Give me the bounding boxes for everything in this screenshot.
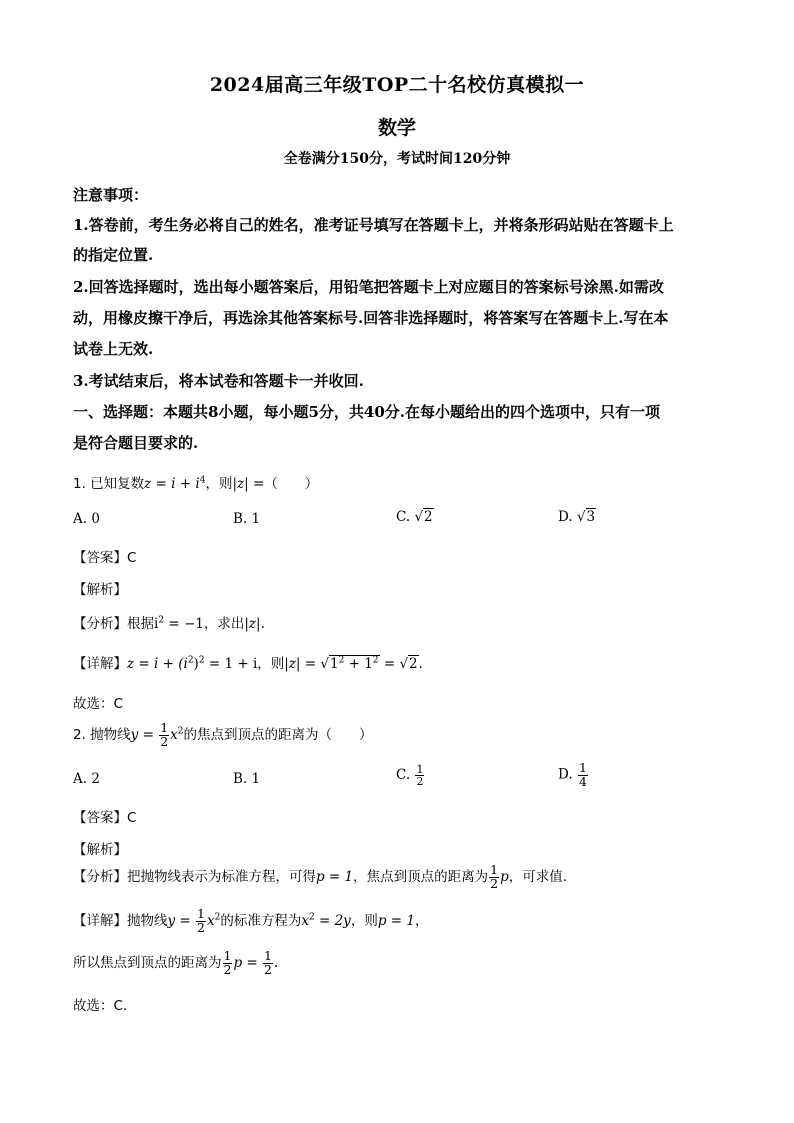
q1-xiangjie-rad-exp1: 2 — [338, 655, 345, 666]
q2-xiangjie-line2 — [73, 950, 278, 976]
q2-xiangjie-x: x — [206, 913, 215, 929]
q2-option-c-label: C. — [396, 767, 411, 783]
q2-expr-frac — [159, 722, 169, 748]
q2-xiangjie-text1: 抛物线 — [127, 913, 168, 929]
q1-option-c — [396, 509, 434, 525]
exam-info: 全卷满分150分，考试时间120分钟 — [283, 151, 511, 167]
section-heading-line1: 一、选择题：本题共8小题，每小题5分，共40分.在每小题给出的四个选项中，只有一项 — [73, 403, 660, 421]
q1-fenxi-eq: = −1 — [164, 616, 204, 632]
q2-xiangjie-frac — [196, 908, 206, 934]
q1-option-d-label: D. — [558, 509, 573, 525]
q2-line2-p: p = — [233, 955, 262, 971]
q1-fenxi-text2: ，求出 — [203, 616, 245, 632]
q1-xiangjie-rad-exp2: 2 — [372, 655, 379, 666]
q1-mid: ，则 — [205, 476, 233, 492]
q2-line2-result — [263, 950, 273, 976]
q2-frac-denominator: 2 — [160, 733, 169, 749]
q2-option-d-numerator: 1 — [578, 760, 587, 775]
q1-xiangjie-text: ，则 — [257, 656, 285, 672]
q2-xiangjie-std: x — [301, 913, 309, 929]
q2-option-d-frac — [578, 762, 588, 788]
q1-xiangjie-rad: 1 — [329, 656, 339, 672]
q2-expr-exp: 2 — [177, 726, 184, 737]
q1-choose: 故选：C — [73, 696, 123, 712]
q2-xiangjie-p: p = 1 — [377, 913, 415, 929]
q2-line2-text: 所以焦点到顶点的距离为 — [73, 955, 222, 971]
q2-analysis: 【解析】 — [73, 842, 127, 858]
notice-item2-line1: 2.回答选择题时，选出每小题答案后，用铅笔把答题卡上对应题目的答案标号涂黑.如需改 — [73, 278, 664, 296]
q1-option-c-value: 2 — [424, 509, 433, 525]
q2-option-d — [558, 762, 589, 788]
q2-expr-lhs: y = — [130, 727, 159, 743]
q1-option-d — [558, 509, 596, 525]
q2-answer: 【答案】C — [73, 810, 137, 826]
q1-xiangjie-math3: = 1 + i — [204, 656, 258, 672]
q1-xiangjie-math1: z = i + (i — [127, 656, 188, 672]
q1-xiangjie-exp1: 2 — [187, 655, 194, 666]
q2-fenxi-text3: ，可求值. — [508, 869, 568, 885]
q2-fenxi-math1: p = 1 — [316, 869, 354, 885]
subject-title: 数学 — [377, 117, 416, 139]
notice-item2-line3: 试卷上无效. — [73, 340, 154, 358]
q2-expr-x: x — [170, 727, 178, 743]
q2-stem — [73, 722, 373, 748]
q1-option-c-sqrt: √2 — [414, 509, 433, 525]
q2-line2-frac-denominator: 2 — [223, 961, 232, 977]
q1-blank: （ ） — [264, 476, 319, 492]
q2-option-d-label: D. — [558, 766, 573, 783]
q2-fenxi-frac-denominator: 2 — [490, 875, 499, 891]
q1-fenxi — [73, 612, 265, 632]
q2-option-c-denominator: 2 — [416, 775, 424, 788]
q2-suffix: 的焦点到顶点的距离为（ ） — [183, 727, 373, 743]
q1-answer: 【答案】C — [73, 550, 137, 566]
q2-fenxi-p: p — [500, 869, 509, 885]
q2-prefix: 2. 抛物线 — [73, 727, 131, 743]
q1-xiangjie-result-sqrt: √2 — [399, 656, 418, 672]
q2-xiangjie-frac-denominator: 2 — [197, 919, 205, 935]
q2-line2-result-denominator: 2 — [264, 961, 272, 977]
q2-choose: 故选：C. — [73, 998, 128, 1014]
q2-fenxi-text2: ，焦点到顶点的距离为 — [353, 869, 489, 885]
notice-item1-line2: 的指定位置. — [73, 246, 154, 264]
q1-xiangjie-label: 【详解】 — [73, 656, 127, 672]
q1-xiangjie-exp2: 2 — [198, 655, 205, 666]
q2-xiangjie-lhs: y = — [167, 913, 196, 929]
notice-item2-line2: 动，用橡皮擦干净后，再选涂其他答案标号.回答非选择题时，将答案写在答题卡上.写在本 — [73, 309, 669, 327]
q2-xiangjie-text4: ， — [414, 913, 429, 929]
q2-xiangjie-label: 【详解】 — [73, 913, 127, 929]
q1-fenxi-text1: 根据 — [127, 616, 154, 632]
q1-option-a: A. 0 — [73, 511, 100, 527]
q2-xiangjie-std-rhs: = 2y — [314, 913, 351, 929]
q2-xiangjie-exp: 2 — [214, 912, 221, 923]
q2-frac-numerator: 1 — [160, 720, 169, 735]
q1-exp: 4 — [199, 475, 206, 486]
q1-target: |z| = — [232, 476, 265, 492]
notice-item3: 3.考试结束后，将本试卷和答题卡一并收回. — [73, 372, 364, 390]
q2-option-a: A. 2 — [73, 771, 100, 787]
q2-xiangjie-std-exp: 2 — [308, 912, 315, 923]
q1-xiangjie — [73, 652, 423, 672]
q1-fenxi-target: |z|. — [244, 616, 265, 632]
q2-line2-result-numerator: 1 — [264, 948, 272, 963]
q1-xiangjie-sqrt: $√1^2 + 1^2$ — [320, 655, 379, 672]
q2-xiangjie-text2: 的标准方程为 — [220, 913, 302, 929]
q1-option-d-value: 3 — [586, 509, 596, 525]
q2-fenxi-frac-numerator: 1 — [490, 862, 499, 877]
q1-option-b: B. 1 — [233, 511, 261, 527]
exam-title: 2024届高三年级TOP二十名校仿真模拟一 — [209, 74, 585, 96]
q1-expr: z = i + i — [144, 476, 200, 492]
q1-fenxi-exp: 2 — [158, 615, 165, 626]
q2-fenxi — [73, 864, 567, 890]
q1-xiangjie-rad-mid: + 1 — [344, 656, 373, 672]
q2-option-b: B. 1 — [233, 771, 261, 787]
q2-fenxi-text1: 把抛物线表示为标准方程，可得 — [127, 869, 316, 885]
q1-xiangjie-math4: |z| = — [284, 656, 321, 672]
q1-xiangjie-math2: ) — [193, 656, 199, 672]
q2-line2-frac-numerator: 1 — [223, 948, 232, 963]
q2-line2-frac — [223, 950, 233, 976]
q1-fenxi-math: i — [154, 616, 159, 632]
q2-option-d-denominator: 4 — [578, 773, 587, 789]
q1-fenxi-label: 【分析】 — [73, 616, 127, 632]
q1-prefix: 1. 已知复数 — [73, 476, 145, 492]
q2-fenxi-frac — [489, 864, 499, 890]
notice-item1-line1: 1.答卷前，考生务必将自己的姓名，准考证号填写在答题卡上，并将条形码站贴在答题卡上 — [73, 216, 674, 234]
q2-line2-end: . — [273, 955, 279, 971]
q1-option-c-label: C. — [396, 509, 411, 525]
notice-heading: 注意事项： — [73, 186, 149, 204]
q1-option-d-sqrt: √3 — [576, 509, 596, 525]
q1-xiangjie-eq: = — [379, 656, 400, 672]
q2-fenxi-label: 【分析】 — [73, 869, 127, 885]
q1-analysis: 【解析】 — [73, 582, 127, 598]
q2-option-c-numerator: 1 — [416, 763, 424, 776]
q2-xiangjie — [73, 908, 428, 934]
q2-option-c — [396, 764, 425, 787]
q2-option-c-frac — [415, 764, 424, 787]
q1-xiangjie-end: . — [418, 656, 423, 672]
q1-stem — [73, 472, 318, 492]
q2-xiangjie-frac-numerator: 1 — [197, 906, 205, 921]
section-heading-line2: 是符合题目要求的. — [73, 434, 199, 452]
q2-xiangjie-text3: ，则 — [350, 913, 378, 929]
q1-xiangjie-result: 2 — [409, 656, 418, 672]
